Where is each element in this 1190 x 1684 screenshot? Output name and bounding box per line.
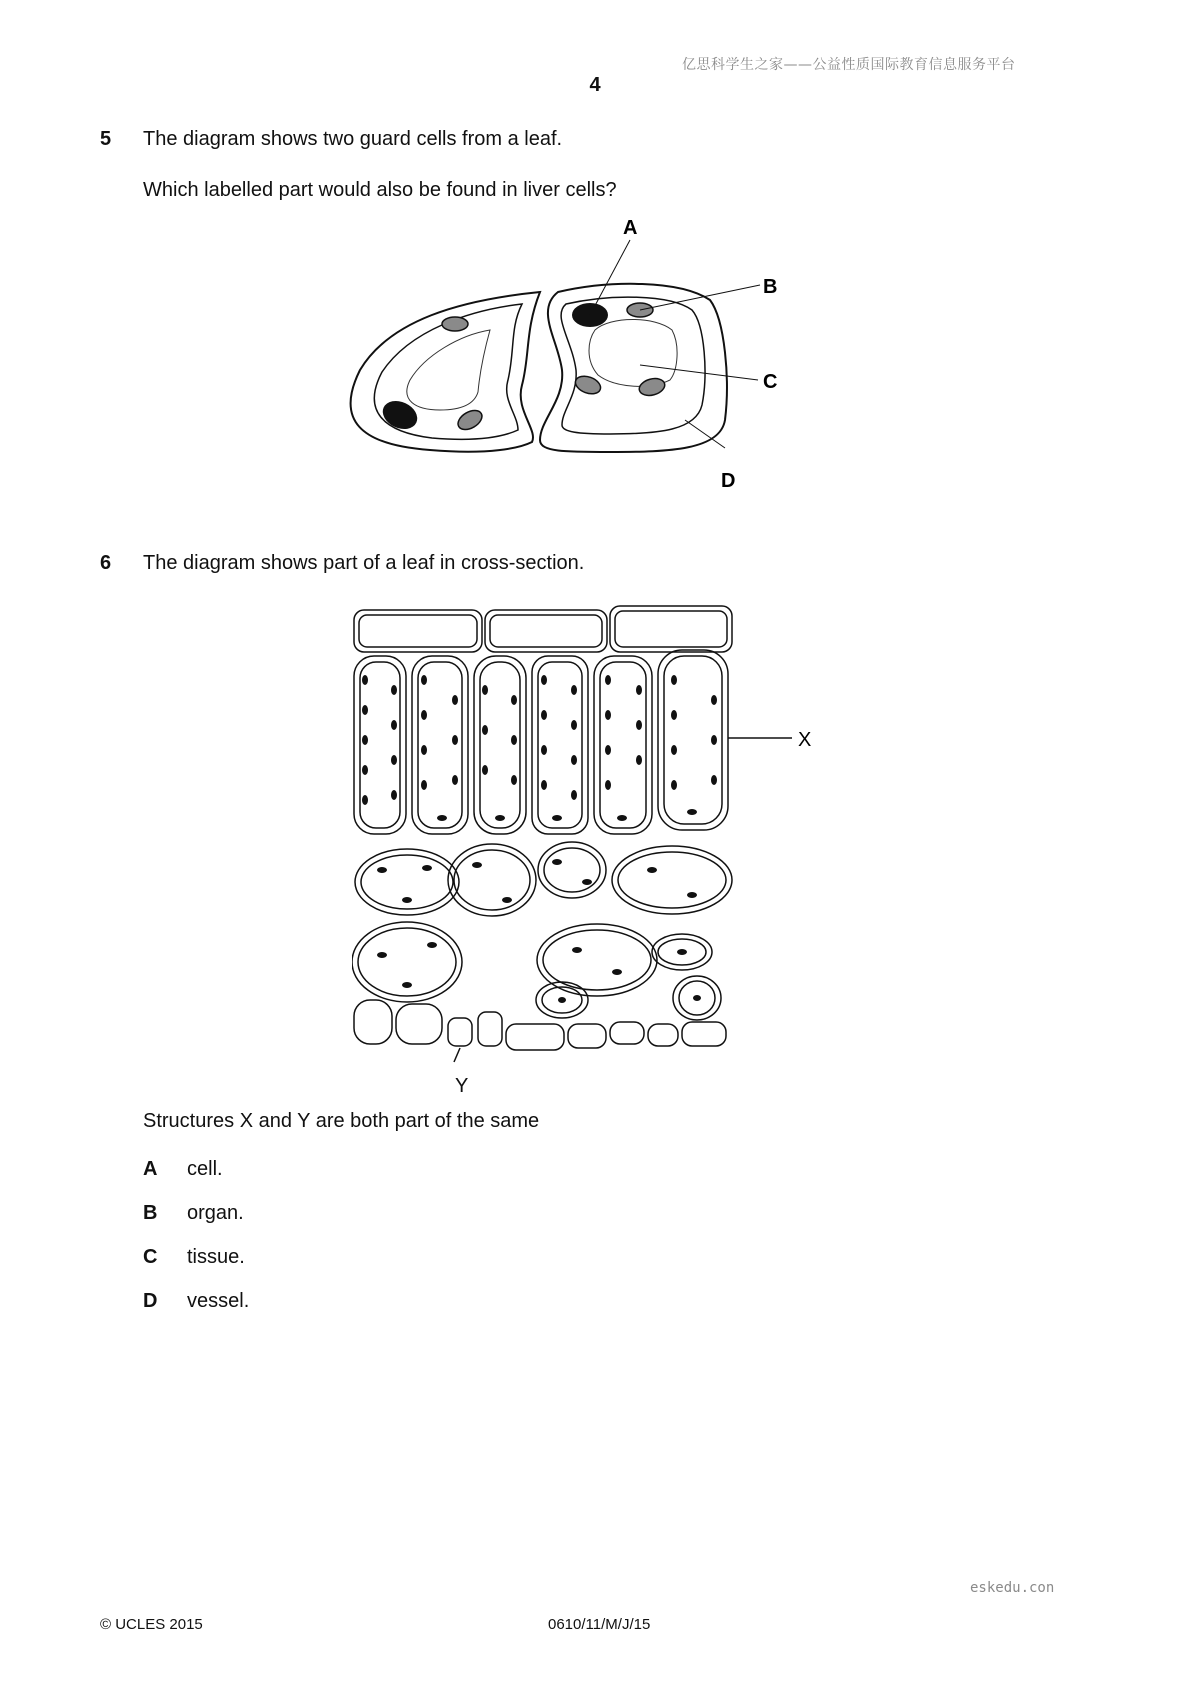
- question-6-stem: Structures X and Y are both part of the same: [143, 1110, 540, 1132]
- question-6-intro: The diagram shows part of a leaf in cross-section.: [143, 552, 585, 574]
- header-watermark: 亿思科学生之家——公益性质国际教育信息服务平台: [682, 57, 1016, 73]
- option-c-letter: C: [143, 1246, 158, 1268]
- label-x: X: [798, 729, 812, 751]
- question-5-intro: The diagram shows two guard cells from a leaf.: [143, 128, 563, 150]
- page-number: 4: [589, 74, 601, 96]
- footer-copyright: © UCLES 2015: [100, 1616, 203, 1633]
- label-d: D: [721, 470, 736, 492]
- label-y: Y: [455, 1075, 469, 1097]
- question-5-number: 5: [100, 128, 112, 150]
- option-b-letter: B: [143, 1202, 158, 1224]
- guard-cells-diagram: [340, 220, 860, 500]
- leaf-cross-section-diagram: [352, 600, 852, 1070]
- footer-watermark: eskedu.con: [970, 1580, 1055, 1596]
- label-a: A: [623, 220, 638, 239]
- label-c: C: [763, 371, 778, 393]
- footer-paper-code: 0610/11/M/J/15: [548, 1616, 651, 1633]
- option-d-letter: D: [143, 1290, 158, 1312]
- option-c-text: tissue.: [187, 1246, 245, 1268]
- label-b: B: [763, 276, 778, 298]
- option-b-text: organ.: [187, 1202, 244, 1224]
- option-d-text: vessel.: [187, 1290, 250, 1312]
- question-5-prompt: Which labelled part would also be found in liver cells?: [143, 179, 617, 201]
- option-a-text: cell.: [187, 1158, 223, 1180]
- option-a-letter: A: [143, 1158, 158, 1180]
- question-6-number: 6: [100, 552, 112, 574]
